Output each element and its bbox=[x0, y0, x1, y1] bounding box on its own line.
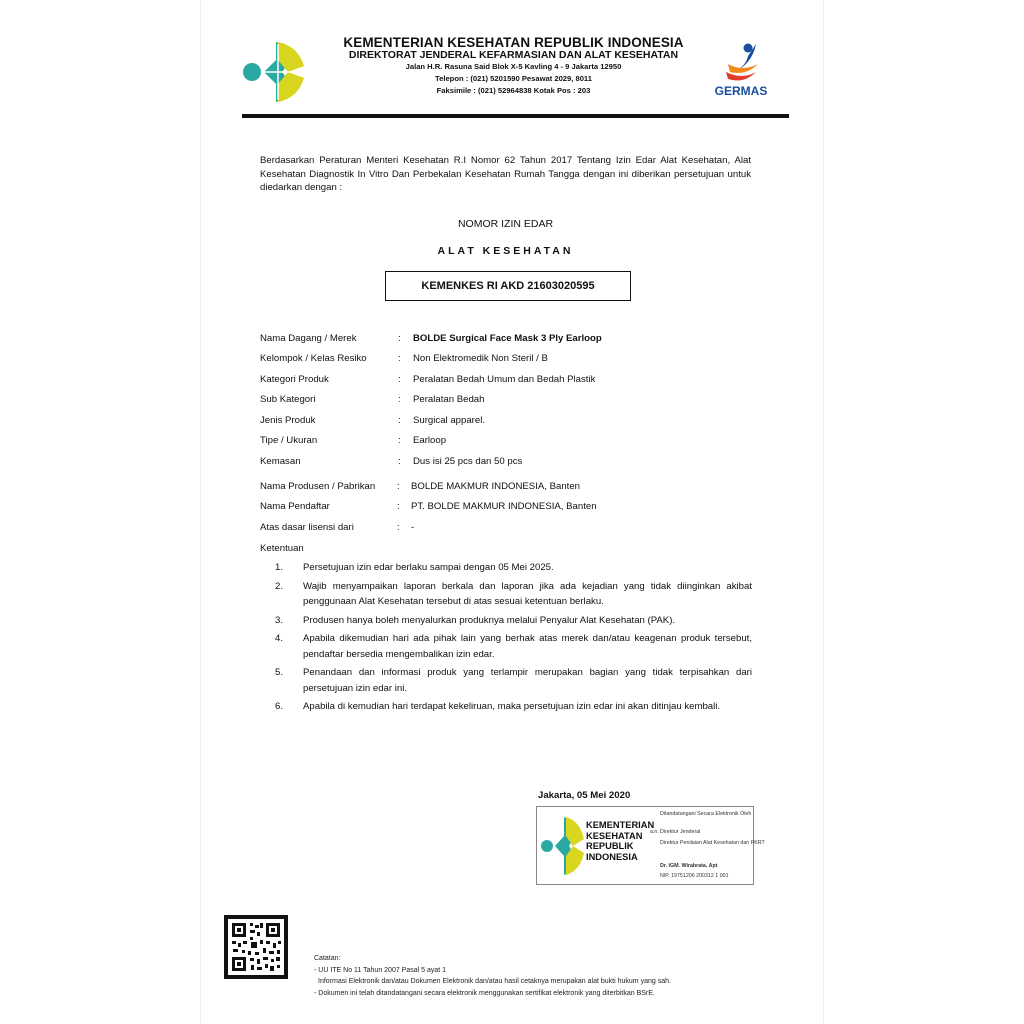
phone-line: Telepon : (021) 5201590 Pesawat 2029, 8011 bbox=[435, 74, 592, 83]
fax-line: Faksimile : (021) 52964838 Kotak Pos : 203 bbox=[436, 86, 591, 95]
detail-colon: : bbox=[398, 456, 401, 467]
signed-electronically-label: Ditandatangani Secara Elektronik Oleh : bbox=[660, 811, 755, 817]
item-number: 2. bbox=[275, 580, 284, 592]
ministry-title: KEMENTERIAN KESEHATAN REPUBLIK INDONESIA bbox=[343, 35, 684, 50]
germas-label: GERMAS bbox=[714, 84, 768, 98]
detail-label: Sub Kategori bbox=[260, 394, 316, 405]
ketentuan-heading: Ketentuan bbox=[260, 543, 304, 554]
detail-row bbox=[260, 415, 780, 431]
detail-row bbox=[260, 435, 780, 451]
party-value: PT. BOLDE MAKMUR INDONESIA, Banten bbox=[411, 501, 597, 512]
item-text: Wajib menyampaikan laporan berkala dan laporan jika ada kejadian yang tidak diinginkan akibat penggunaan Alat Kesehatan tersebut di atas sesuai ketentuan berlaku. bbox=[303, 580, 752, 607]
detail-colon: : bbox=[398, 333, 401, 344]
detail-row bbox=[260, 394, 780, 410]
list-item bbox=[260, 699, 752, 715]
detail-label: Kemasan bbox=[260, 456, 301, 467]
detail-label: Jenis Produk bbox=[260, 415, 316, 426]
list-item bbox=[260, 613, 752, 629]
detail-row bbox=[260, 456, 780, 472]
item-text: Apabila dikemudian hari ada pihak lain yang berhak atas merek dan/atau keagenan produk tersebut, pendaftar bersedia mengembalikan izin edar. bbox=[303, 633, 752, 660]
detail-value: BOLDE Surgical Face Mask 3 Ply Earloop bbox=[413, 333, 602, 344]
party-colon: : bbox=[397, 481, 400, 492]
party-label: Nama Produsen / Pabrikan bbox=[260, 481, 376, 492]
kemenkes-seal-icon bbox=[540, 811, 584, 881]
detail-colon: : bbox=[398, 374, 401, 385]
institution-line: KESEHATAN bbox=[586, 830, 643, 841]
item-text: Persetujuan izin edar berlaku sampai dengan 05 Mei 2025. bbox=[303, 562, 554, 573]
item-number: 5. bbox=[275, 667, 284, 678]
party-row bbox=[260, 481, 780, 497]
item-number: 3. bbox=[275, 614, 284, 626]
detail-label: Tipe / Ukuran bbox=[260, 435, 318, 446]
institution-name bbox=[586, 820, 655, 862]
institution-line: INDONESIA bbox=[586, 851, 638, 862]
party-row bbox=[260, 522, 780, 538]
institution-line: KEMENTERIAN bbox=[586, 820, 655, 830]
detail-row bbox=[260, 374, 780, 390]
intro-paragraph: Berdasarkan Peraturan Menteri Kesehatan R.I Nomor 62 Tahun 2017 Tentang Izin Edar Alat Kesehatan, Alat Kesehatan Diagnostik In Vitro Dan Perbekalan Kesehatan Rumah Tangga dengan ini diberikan persetujuan untuk diedarkan dengan : bbox=[260, 155, 751, 193]
official-nip: NIP. 19751206 200312 1 001 bbox=[660, 873, 729, 879]
ketentuan-list bbox=[260, 560, 752, 718]
place-date: Jakarta, 05 Mei 2020 bbox=[538, 790, 631, 801]
detail-value: Earloop bbox=[413, 435, 447, 446]
official-unit: Direktur Penilaian Alat Kesehatan dan PKRT bbox=[660, 840, 765, 846]
detail-colon: : bbox=[398, 435, 401, 446]
item-number: 6. bbox=[275, 701, 284, 712]
item-text: Penandaan dan informasi produk yang terlampir merupakan bagian yang tidak terpisahkan dari persetujuan izin edar ini. bbox=[303, 667, 752, 694]
item-text: Produsen hanya boleh menyalurkan produknya melalui Penyalur Alat Kesehatan (PAK). bbox=[303, 614, 676, 626]
detail-colon: : bbox=[398, 394, 401, 405]
party-row bbox=[260, 501, 780, 517]
detail-value: Peralatan Bedah Umum dan Bedah Plastik bbox=[413, 374, 596, 385]
party-label: Nama Pendaftar bbox=[260, 501, 330, 512]
catatan-line: Informasi Elektronik dan/atau Dokumen Elektronik dan/atau hasil cetaknya merupakan alat bukti hukum yang sah. bbox=[318, 978, 671, 985]
directorate-title: DIREKTORAT JENDERAL KEFARMASIAN DAN ALAT KESEHATAN bbox=[348, 49, 679, 61]
party-colon: : bbox=[397, 501, 400, 512]
category-title: ALAT KESEHATAN bbox=[437, 245, 574, 257]
nomor-izin-label: NOMOR IZIN EDAR bbox=[457, 218, 554, 230]
address-line: Jalan H.R. Rasuna Said Blok X-5 Kavling 4 - 9 Jakarta 12950 bbox=[405, 62, 622, 71]
detail-label: Kelompok / Kelas Resiko bbox=[260, 353, 367, 364]
party-value: BOLDE MAKMUR INDONESIA, Banten bbox=[411, 481, 581, 492]
an-label: a.n. bbox=[650, 829, 659, 835]
registration-number-box bbox=[385, 271, 631, 301]
list-item bbox=[260, 560, 752, 576]
qr-code bbox=[224, 915, 288, 979]
item-text: Apabila di kemudian hari terdapat kekeliruan, maka persetujuan izin edar ini akan ditinjau kembali. bbox=[303, 701, 721, 712]
party-colon: : bbox=[397, 522, 400, 533]
detail-value: Dus isi 25 pcs dan 50 pcs bbox=[413, 456, 523, 467]
institution-line: REPUBLIK bbox=[586, 841, 634, 851]
item-number: 4. bbox=[275, 633, 284, 644]
item-number: 1. bbox=[275, 562, 284, 573]
catatan-notes bbox=[314, 953, 784, 999]
detail-label: Nama Dagang / Merek bbox=[260, 333, 357, 344]
detail-value: Peralatan Bedah bbox=[413, 394, 485, 405]
detail-value: Surgical apparel. bbox=[413, 415, 485, 426]
list-item bbox=[260, 665, 752, 696]
party-label: Atas dasar lisensi dari bbox=[260, 522, 354, 533]
official-name: Dr. IGM. Wirabrata, Apt bbox=[660, 863, 718, 869]
detail-colon: : bbox=[398, 353, 401, 364]
detail-label: Kategori Produk bbox=[260, 374, 329, 385]
registration-number: KEMENKES RI AKD 21603020595 bbox=[421, 280, 595, 292]
catatan-line: - Dokumen ini telah ditandatangani secara elektronik menggunakan sertifikat elektronik yang diterbitkan BSrE. bbox=[314, 989, 655, 997]
detail-row bbox=[260, 333, 780, 349]
kemenkes-logo bbox=[242, 38, 306, 106]
party-value: - bbox=[411, 522, 415, 533]
catatan-title: Catatan: bbox=[314, 955, 341, 962]
official-title: Direktur Jenderal bbox=[660, 829, 701, 835]
header-divider bbox=[242, 114, 789, 118]
catatan-line: - UU ITE No 11 Tahun 2007 Pasal 5 ayat 1 bbox=[314, 966, 447, 974]
detail-colon: : bbox=[398, 415, 401, 426]
detail-value: Non Elektromedik Non Steril / B bbox=[413, 353, 548, 364]
list-item bbox=[260, 579, 752, 610]
detail-row bbox=[260, 353, 780, 369]
list-item bbox=[260, 631, 752, 662]
